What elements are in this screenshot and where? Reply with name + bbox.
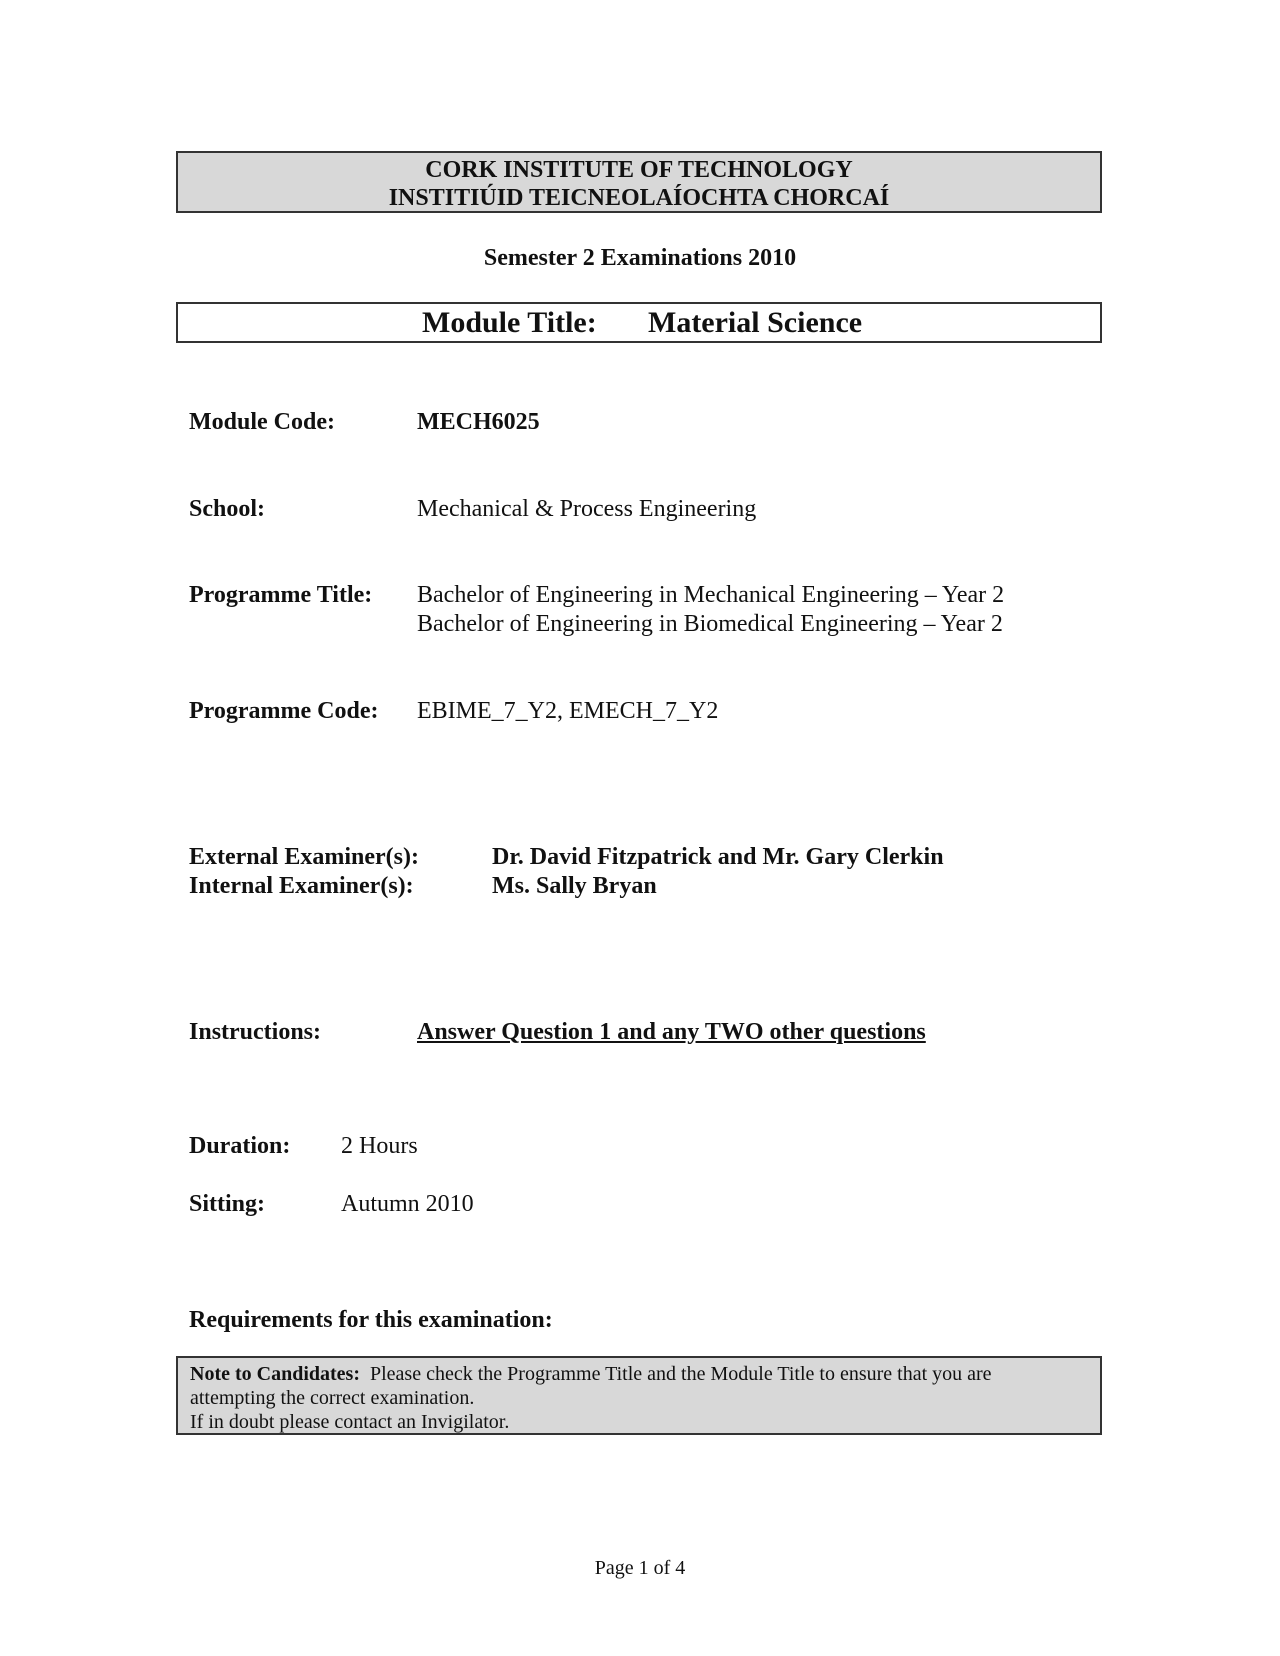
module-code-label: Module Code: [189, 409, 335, 435]
duration-label: Duration: [189, 1133, 291, 1159]
semester-heading: Semester 2 Examinations 2010 [483, 245, 797, 271]
school-value: Mechanical & Process Engineering [417, 496, 757, 522]
programme-title-label: Programme Title: [189, 582, 373, 608]
note-line-1 [190, 1362, 1088, 1386]
programme-title-line-1: Bachelor of Engineering in Mechanical Engineering – Year 2 [417, 582, 1005, 608]
programme-code-label: Programme Code: [189, 698, 379, 724]
requirements-heading: Requirements for this examination: [189, 1307, 553, 1333]
sitting-label: Sitting: [189, 1191, 266, 1217]
note-to-candidates-box [176, 1356, 1102, 1435]
institute-header-box [176, 151, 1102, 213]
school-label: School: [189, 496, 266, 522]
module-title-label: Module Title: [422, 306, 597, 339]
module-code-value: MECH6025 [417, 409, 540, 435]
page-number: Page 1 of 4 [594, 1557, 686, 1579]
sitting-value: Autumn 2010 [341, 1191, 474, 1217]
note-line-2: attempting the correct examination. [190, 1387, 475, 1409]
institute-name-english: CORK INSTITUTE OF TECHNOLOGY [425, 157, 853, 183]
duration-value: 2 Hours [341, 1133, 418, 1159]
note-line-3: If in doubt please contact an Invigilator. [190, 1411, 510, 1433]
note-label: Note to Candidates: [190, 1363, 360, 1385]
programme-code-value: EBIME_7_Y2, EMECH_7_Y2 [417, 698, 719, 724]
external-examiners-value: Dr. David Fitzpatrick and Mr. Gary Clerkin [492, 844, 944, 870]
module-title-box [176, 302, 1102, 343]
internal-examiners-label: Internal Examiner(s): [189, 873, 414, 899]
internal-examiners-value: Ms. Sally Bryan [492, 873, 657, 899]
instructions-value: Answer Question 1 and any TWO other questions [417, 1019, 926, 1045]
programme-title-line-2: Bachelor of Engineering in Biomedical Engineering – Year 2 [417, 611, 1003, 637]
institute-name-irish: INSTITIÚID TEICNEOLAÍOCHTA CHORCAÍ [388, 185, 890, 211]
note-text: Please check the Programme Title and the Module Title to ensure that you are [370, 1363, 992, 1385]
module-title-value: Material Science [648, 306, 863, 339]
external-examiners-label: External Examiner(s): [189, 844, 419, 870]
instructions-label: Instructions: [189, 1019, 322, 1045]
